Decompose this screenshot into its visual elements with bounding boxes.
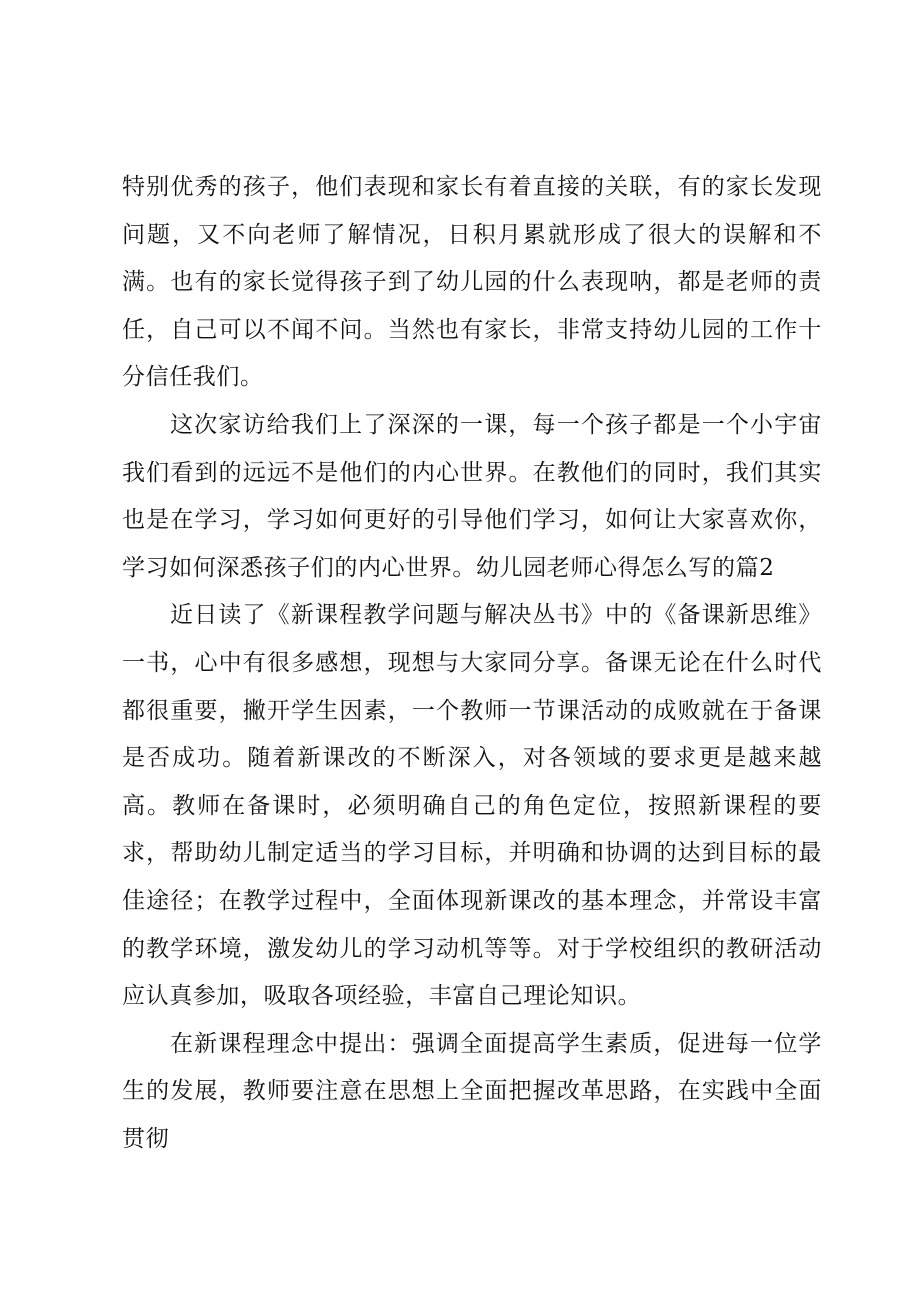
document-body (122, 164, 822, 1163)
paragraph-home-visit: 这次家访给我们上了深深的一课，每一个孩子都是一个小宇宙我们看到的远远不是他们的内心世界。在教他们的同时，我们其实也是在学习，学习如何更好的引导他们学习，如何让大家喜欢你，学习如何深悉孩子们的内心世界。幼儿园老师心得怎么写的篇2 (122, 411, 822, 581)
paragraph-continuation: 特别优秀的孩子，他们表现和家长有着直接的关联，有的家长发现问题，又不向老师了解情况，日积月累就形成了很大的误解和不满。也有的家长觉得孩子到了幼儿园的什么表现呐，都是老师的责任，自己可以不闻不问。当然也有家长，非常支持幼儿园的工作十分信任我们。 (122, 174, 822, 391)
paragraph-lesson-prep: 近日读了《新课程教学问题与解决丛书》中的《备课新思维》一书，心中有很多感想，现想与大家同分享。备课无论在什么时代都很重要，撇开学生因素，一个教师一节课活动的成败就在于备课是否成功。随着新课改的不断深入，对各领域的要求更是越来越高。教师在备课时，必须明确自己的角色定位，按照新课程的要求，帮助幼儿制定适当的学习目标，并明确和协调的达到目标的最佳途径；在教学过程中，全面体现新课改的基本理念，并常设丰富的教学环境，激发幼儿的学习动机等等。对于学校组织的教研活动应认真参加，吸取各项经验，丰富自己理论知识。 (122, 602, 822, 1010)
paragraph-new-curriculum: 在新课程理念中提出：强调全面提高学生素质，促进每一位学生的发展，教师要注意在思想上全面把握改革思路，在实践中全面贯彻 (122, 1030, 822, 1152)
